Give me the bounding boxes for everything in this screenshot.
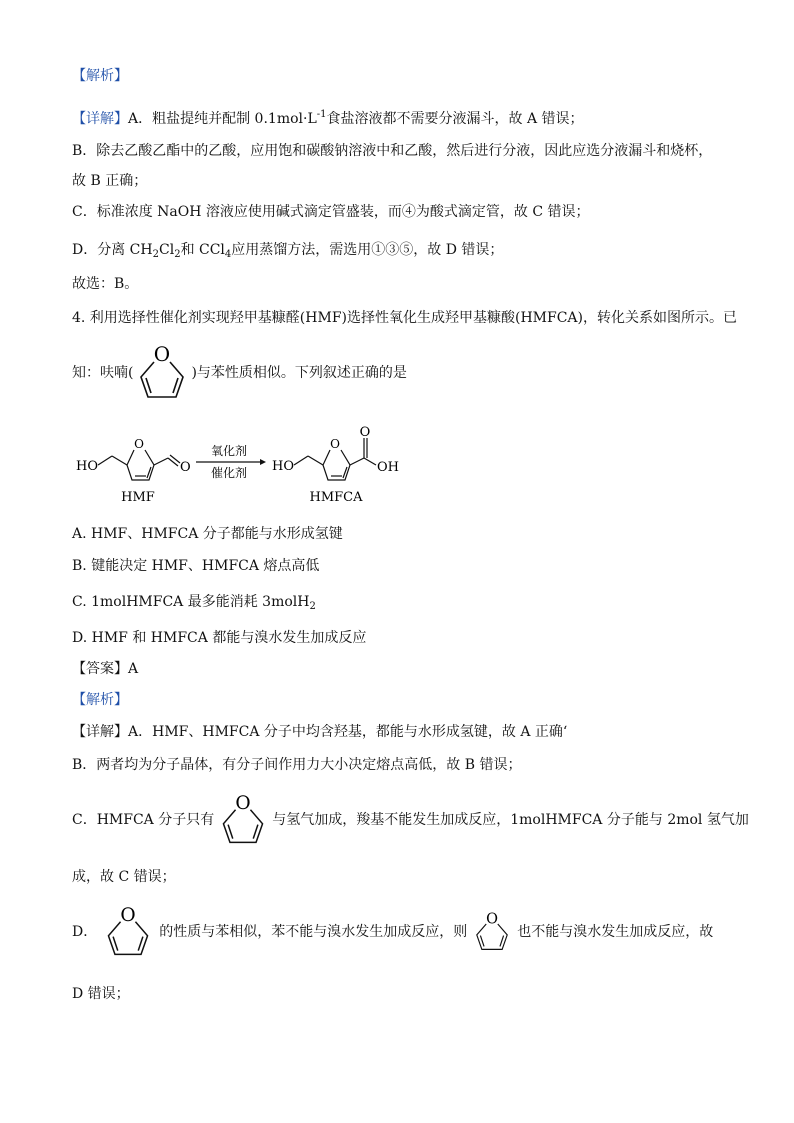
- detail-d-text-3: 和 CCl: [180, 242, 225, 258]
- detail-a-text-2: 食盐溶液都不需要分液漏斗，故 A 错误；: [326, 111, 584, 127]
- hmfca-oh-text: OH: [377, 460, 399, 475]
- detail-d-sub-1: 2: [152, 249, 159, 260]
- option-d: D. HMF 和 HMFCA 都能与溴水发生加成反应: [72, 630, 367, 646]
- detail-c-suffix: 与氢气加成，羧基不能发生加成反应，1molHMFCA 分子能与 2mol 氢气加: [272, 812, 749, 828]
- detail-d-sub-3: 4: [224, 249, 232, 260]
- svg-text:O: O: [154, 343, 171, 366]
- option-c-sub: 2: [309, 601, 316, 612]
- option-a: A. HMF、HMFCA 分子都能与水形成氢键: [72, 526, 343, 542]
- detail-d-suffix: 也不能与溴水发生加成反应，故: [517, 924, 714, 940]
- hmf-label: HMF: [121, 490, 155, 505]
- detail-d-text-4: 应用蒸馏方法，需选用①③⑤，故 D 错误；: [231, 242, 504, 258]
- hmf-aldehyde-o: O: [180, 460, 191, 475]
- detail-a-sup: -1: [316, 109, 327, 120]
- stem-suffix: )与苯性质相似。下列叙述正确的是: [191, 365, 407, 381]
- q3-detail-c: C．标准浓度 NaOH 溶液应使用碱式滴定管盛装，而④为酸式滴定管，故 C 错误；: [72, 204, 590, 220]
- arrow-label-bottom: 催化剂: [210, 466, 248, 480]
- reaction-scheme: [72, 425, 412, 507]
- svg-text:O: O: [235, 792, 251, 814]
- hmfca-ho-text: HO: [272, 459, 294, 474]
- svg-text:O: O: [120, 904, 136, 926]
- q3-choice: 故选：B。: [72, 276, 139, 292]
- q4-detail-c2: 成，故 C 错误；: [72, 869, 176, 885]
- detail-tag: 【详解】: [72, 111, 128, 127]
- furan-structure-icon: [101, 903, 155, 961]
- option-c-text: C. 1molHMFCA 最多能消耗 3molH: [72, 594, 310, 610]
- answer-line: 【答案】A: [72, 661, 139, 677]
- q4-stem-line-1: 4. 利用选择性催化剂实现羟甲基糠醛(HMF)选择性氧化生成羟甲基糠酸(HMFCA)，转化关系如图所示。已: [72, 310, 737, 326]
- stem-prefix: 知：呋喃(: [72, 365, 134, 381]
- detail-c-prefix: C．HMFCA 分子只有: [72, 812, 215, 828]
- hmf-ho-text: HO: [76, 459, 98, 474]
- q4-detail-b: B．两者均为分子晶体，有分子间作用力大小决定熔点高低，故 B 错误；: [72, 757, 522, 773]
- option-b: B. 键能决定 HMF、HMFCA 熔点高低: [72, 558, 320, 574]
- arrow-label-top: 氧化剂: [210, 444, 248, 458]
- q3-detail-a: [72, 105, 584, 129]
- detail-d-sub-2: 2: [174, 249, 181, 260]
- detail-d-middle: 的性质与苯相似，苯不能与溴水发生加成反应，则: [159, 924, 468, 940]
- analysis-label-2: 【解析】: [72, 692, 128, 708]
- analysis-label: 【解析】: [72, 68, 128, 84]
- furan-structure-icon: [133, 343, 191, 403]
- q4-stem-line-2: [72, 343, 407, 403]
- svg-text:O: O: [486, 911, 499, 928]
- furan-structure-icon: [216, 791, 270, 849]
- q4-detail-d: [72, 902, 713, 962]
- q3-detail-b1: B．除去乙酸乙酯中的乙酸，应用饱和碳酸钠溶液中和乙酸，然后进行分液，因此应选分液漏斗和烧杯，: [72, 143, 713, 159]
- detail-d-text-1: D．分离 CH: [72, 242, 153, 258]
- detail-a-text-1: A．粗盐提纯并配制 0.1mol·L: [128, 111, 317, 127]
- hmfca-ring-o: O: [330, 437, 340, 451]
- hmfca-label: HMFCA: [309, 490, 363, 505]
- q3-detail-b2: 故 B 正确；: [72, 173, 148, 189]
- hmf-ring-o: O: [134, 437, 144, 451]
- option-c: [72, 592, 316, 617]
- detail-d-text-2: Cl: [158, 242, 175, 258]
- hmfca-carbonyl-o: O: [359, 425, 371, 440]
- q4-detail-c: [72, 790, 749, 850]
- q4-detail-a: 【详解】A．HMF、HMFCA 分子中均含羟基，都能与水形成氢键，故 A 正确‘: [72, 724, 568, 740]
- q3-detail-d: [72, 240, 503, 265]
- detail-d-prefix: D．: [72, 924, 98, 940]
- q4-detail-d2: D 错误；: [72, 986, 130, 1002]
- furan-structure-icon: [471, 908, 513, 956]
